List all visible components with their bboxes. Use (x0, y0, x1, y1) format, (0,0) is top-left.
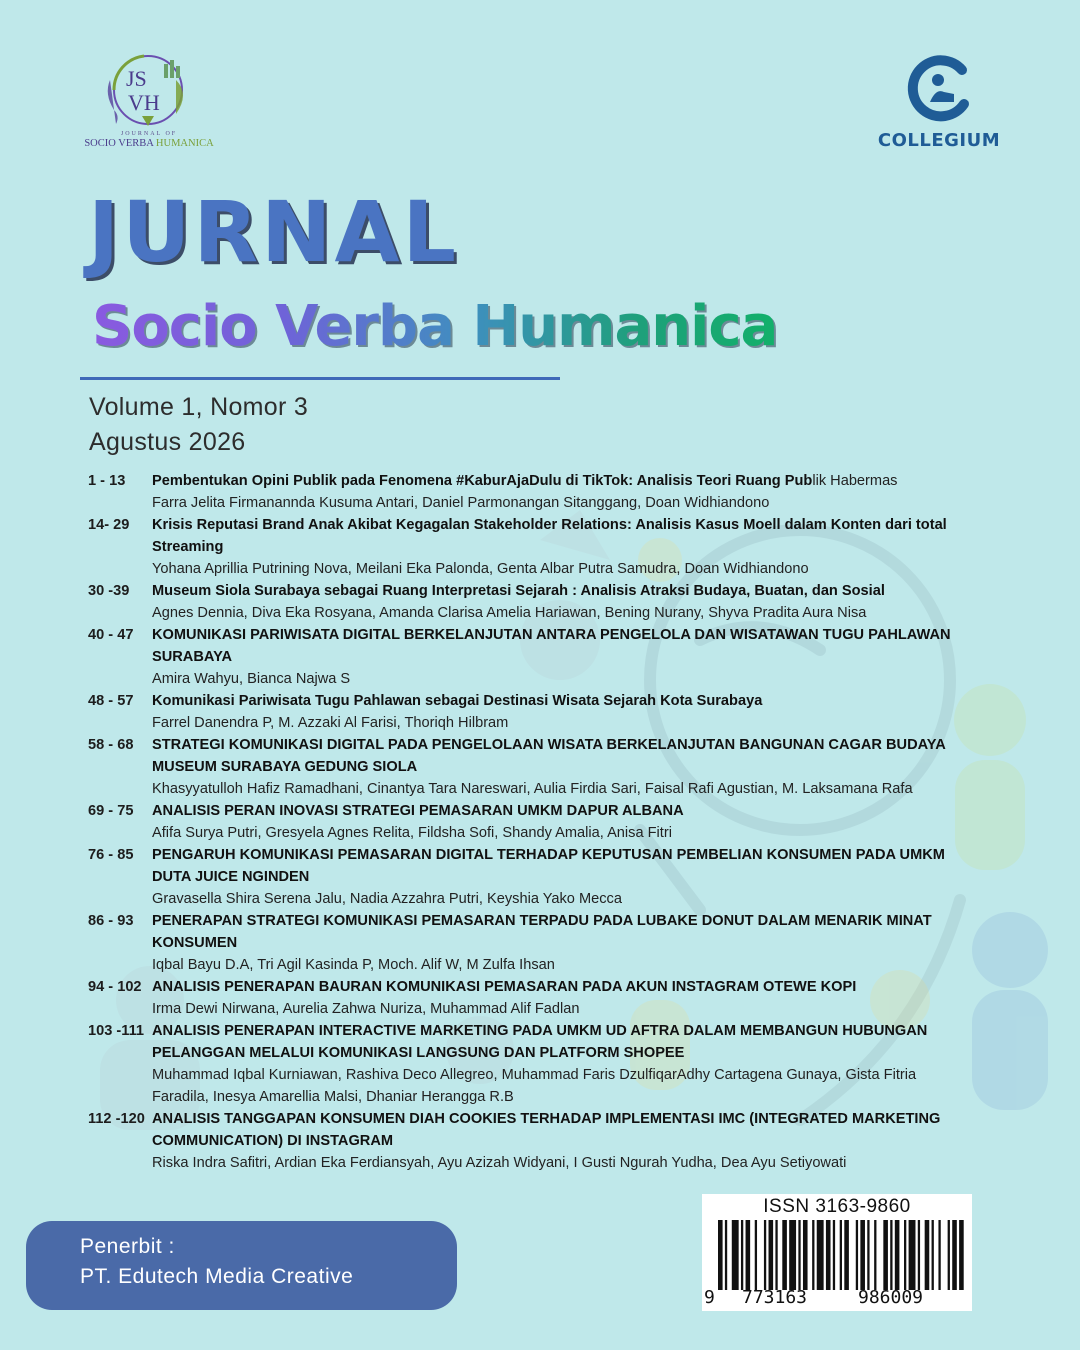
toc-title: ANALISIS PENERAPAN INTERACTIVE MARKETING PADA UMKM UD AFTRA DALAM MEMBANGUN HUBUNGAN PELANGGAN MELALUI KOMUNIKASI LANGSUNG DAN PLATFORM SHOPEE (152, 1023, 928, 1061)
toc-pages: 94 - 102 (88, 979, 142, 995)
toc-title-line (152, 844, 968, 888)
barcode-bar (867, 1220, 869, 1290)
issue-volume: Volume 1, Nomor 3 (89, 393, 309, 421)
toc-title: Museum Siola Surabaya sebagai Ruang Interpretasi Sejarah : Analisis Atraksi Budaya, Buatan, dan Sosial (152, 583, 885, 599)
toc-title-line (152, 910, 968, 954)
barcode-bar (938, 1220, 940, 1290)
toc-authors: Gravasella Shira Serena Jalu, Nadia Azzahra Putri, Keyshia Yako Mecca (152, 891, 622, 907)
barcode-bar (840, 1220, 842, 1290)
issn-number: ISSN 3163-9860 (763, 1196, 911, 1217)
issn-barcode-box (702, 1194, 972, 1311)
toc-pages: 1 - 13 (88, 473, 126, 489)
barcode-digits-left: 773163 (742, 1287, 808, 1308)
toc-pages: 112 -120 (88, 1111, 145, 1127)
barcode-bar (826, 1220, 831, 1290)
barcode-bar (932, 1220, 934, 1290)
barcode-icon (718, 1220, 966, 1290)
toc-entry (88, 624, 968, 690)
toc-title-tail: lik Habermas (812, 473, 898, 489)
title-divider (80, 377, 560, 380)
toc-authors: Farra Jelita Firmanannda Kusuma Antari, Daniel Parmonangan Sitanggang, Doan Widhiandono (152, 495, 770, 511)
toc-entry (88, 910, 968, 976)
toc-title: Komunikasi Pariwisata Tugu Pahlawan sebagai Destinasi Wisata Sejarah Kota Surabaya (152, 693, 763, 709)
barcode-bar (952, 1220, 957, 1290)
jsvh-caption-small: JOURNAL OF (120, 131, 178, 137)
toc-entry (88, 976, 968, 1020)
toc-authors: Riska Indra Safitri, Ardian Eka Ferdiansyah, Ayu Azizah Widyani, I Gusti Ngurah Yudha, Dea Ayu Setiyowati (152, 1155, 847, 1171)
toc-authors: Agnes Dennia, Diva Eka Rosyana, Amanda Clarisa Amelia Hariawan, Bening Nurany, Shyva Pradita Aura Nisa (152, 605, 867, 621)
collegium-logo-text: COLLEGIUM (877, 130, 1001, 151)
toc-title-line (152, 624, 968, 668)
toc-pages: 58 - 68 (88, 737, 134, 753)
barcode-bar (764, 1220, 766, 1290)
barcode-bar (798, 1220, 800, 1290)
toc-pages: 40 - 47 (88, 627, 134, 643)
barcode-bar (895, 1220, 900, 1290)
barcode-bar (844, 1220, 849, 1290)
toc-authors: Afifa Surya Putri, Gresyela Agnes Relita, Fildsha Sofi, Shandy Amalia, Anisa Fitri (152, 825, 672, 841)
publisher-name: PT. Edutech Media Creative (80, 1265, 354, 1288)
toc-pages: 30 -39 (88, 583, 130, 599)
toc-authors: Khasyyatulloh Hafiz Ramadhani, Cinantya Tara Nareswari, Aulia Firdia Sari, Faisal Rafi Agustian, M. Laksamana Rafa (152, 781, 913, 797)
toc-entry (88, 470, 968, 514)
svg-text:VH: VH (128, 90, 160, 115)
collegium-logo-icon (904, 54, 974, 124)
journal-subtitle: Socio Verba Humanica (92, 294, 778, 359)
barcode-bar (860, 1220, 865, 1290)
toc-entry (88, 1020, 968, 1108)
barcode-bar (918, 1220, 920, 1290)
barcode-bar (741, 1220, 743, 1290)
toc-authors: Amira Wahyu, Bianca Najwa S (152, 671, 351, 687)
barcode-digits-right: 986009 (858, 1287, 924, 1308)
toc-title: Pembentukan Opini Publik pada Fenomena #KaburAjaDulu di TikTok: Analisis Teori Ruang Pub (152, 473, 813, 489)
journal-title: JURNAL (88, 183, 459, 281)
toc-title: ANALISIS PENERAPAN BAURAN KOMUNIKASI PEMASARAN PADA AKUN INSTAGRAM OTEWE KOPI (152, 979, 857, 995)
toc-title-line (152, 470, 968, 492)
svg-text:JS: JS (126, 66, 147, 91)
barcode-bar (856, 1220, 858, 1290)
barcode-bar (718, 1220, 723, 1290)
toc-title-line (152, 734, 968, 778)
toc-authors: Yohana Aprillia Putrining Nova, Meilani Eka Palonda, Genta Albar Putra Samudra, Doan Widhiandono (152, 561, 809, 577)
toc-pages: 14- 29 (88, 517, 130, 533)
barcode-bar (904, 1220, 906, 1290)
jsvh-logo-caption (84, 131, 214, 149)
toc-entry (88, 1108, 968, 1174)
toc-title-line (152, 1020, 968, 1064)
barcode-bar (890, 1220, 892, 1290)
barcode-bar (812, 1220, 814, 1290)
table-of-contents (88, 470, 968, 1174)
toc-title: PENGARUH KOMUNIKASI PEMASARAN DIGITAL TERHADAP KEPUTUSAN PEMBELIAN KONSUMEN PADA UMKM DUTA JUICE NGINDEN (152, 847, 945, 885)
toc-pages: 76 - 85 (88, 847, 134, 863)
barcode-bar (817, 1220, 824, 1290)
barcode-bar (909, 1220, 916, 1290)
toc-title: Krisis Reputasi Brand Anak Akibat Kegagalan Stakeholder Relations: Analisis Kasus Moell dalam Konten dari total Streaming (152, 517, 947, 555)
barcode-bar (769, 1220, 774, 1290)
toc-title-line (152, 580, 968, 602)
barcode-bar (789, 1220, 796, 1290)
toc-title: ANALISIS TANGGAPAN KONSUMEN DIAH COOKIES TERHADAP IMPLEMENTASI IMC (INTEGRATED MARKETING COMMUNICATION) DI INSTAGRAM (152, 1111, 941, 1149)
issue-date: Agustus 2026 (89, 428, 246, 456)
toc-pages: 48 - 57 (88, 693, 134, 709)
toc-authors: Muhammad Iqbal Kurniawan, Rashiva Deco Allegreo, Muhammad Faris DzulfiqarAdhy Cartagena Gunaya, Gista Fitria Faradila, Inesya Amarellia Malsi, Dhaniar Herangga R.B (152, 1067, 917, 1105)
barcode-bar (803, 1220, 808, 1290)
barcode-bar (755, 1220, 757, 1290)
toc-title-line (152, 800, 968, 822)
toc-pages: 103 -111 (88, 1023, 145, 1039)
barcode-digit-first: 9 (704, 1287, 715, 1308)
toc-entry (88, 844, 968, 910)
barcode-bar (782, 1220, 787, 1290)
toc-authors: Farrel Danendra P, M. Azzaki Al Farisi, Thoriqh Hilbram (152, 715, 509, 731)
toc-title-line (152, 976, 968, 998)
toc-pages: 86 - 93 (88, 913, 134, 929)
barcode-bar (775, 1220, 777, 1290)
barcode-bar (925, 1220, 930, 1290)
toc-pages: 69 - 75 (88, 803, 134, 819)
barcode-bar (948, 1220, 950, 1290)
toc-title: STRATEGI KOMUNIKASI DIGITAL PADA PENGELOLAAN WISATA BERKELANJUTAN BANGUNAN CAGAR BUDAYA MUSEUM SURABAYA GEDUNG SIOLA (152, 737, 946, 775)
publisher-box (26, 1221, 457, 1310)
toc-entry (88, 514, 968, 580)
barcode-bar (874, 1220, 876, 1290)
toc-entry (88, 734, 968, 800)
toc-title: KOMUNIKASI PARIWISATA DIGITAL BERKELANJUTAN ANTARA PENGELOLA DAN WISATAWAN TUGU PAHLAWAN SURABAYA (152, 627, 951, 665)
barcode-bar (746, 1220, 751, 1290)
jsvh-caption-main: SOCIO VERBA HUMANICA (84, 138, 214, 149)
toc-title-line (152, 1108, 968, 1152)
barcode-bar (833, 1220, 835, 1290)
toc-title-line (152, 514, 968, 558)
publisher-label: Penerbit : (80, 1235, 175, 1258)
barcode-bar (725, 1220, 727, 1290)
toc-authors: Iqbal Bayu D.A, Tri Agil Kasinda P, Moch. Alif W, M Zulfa Ihsan (152, 957, 555, 973)
toc-authors: Irma Dewi Nirwana, Aurelia Zahwa Nuriza, Muhammad Alif Fadlan (152, 1001, 580, 1017)
barcode-bar (883, 1220, 888, 1290)
toc-entry (88, 800, 968, 844)
toc-entry (88, 580, 968, 624)
barcode-bar (732, 1220, 739, 1290)
barcode-bar (959, 1220, 964, 1290)
toc-title: ANALISIS PERAN INOVASI STRATEGI PEMASARAN UMKM DAPUR ALBANA (152, 803, 684, 819)
toc-entry (88, 690, 968, 734)
toc-title-line (152, 690, 968, 712)
toc-title: PENERAPAN STRATEGI KOMUNIKASI PEMASARAN TERPADU PADA LUBAKE DONUT DALAM MENARIK MINAT KONSUMEN (152, 913, 932, 951)
